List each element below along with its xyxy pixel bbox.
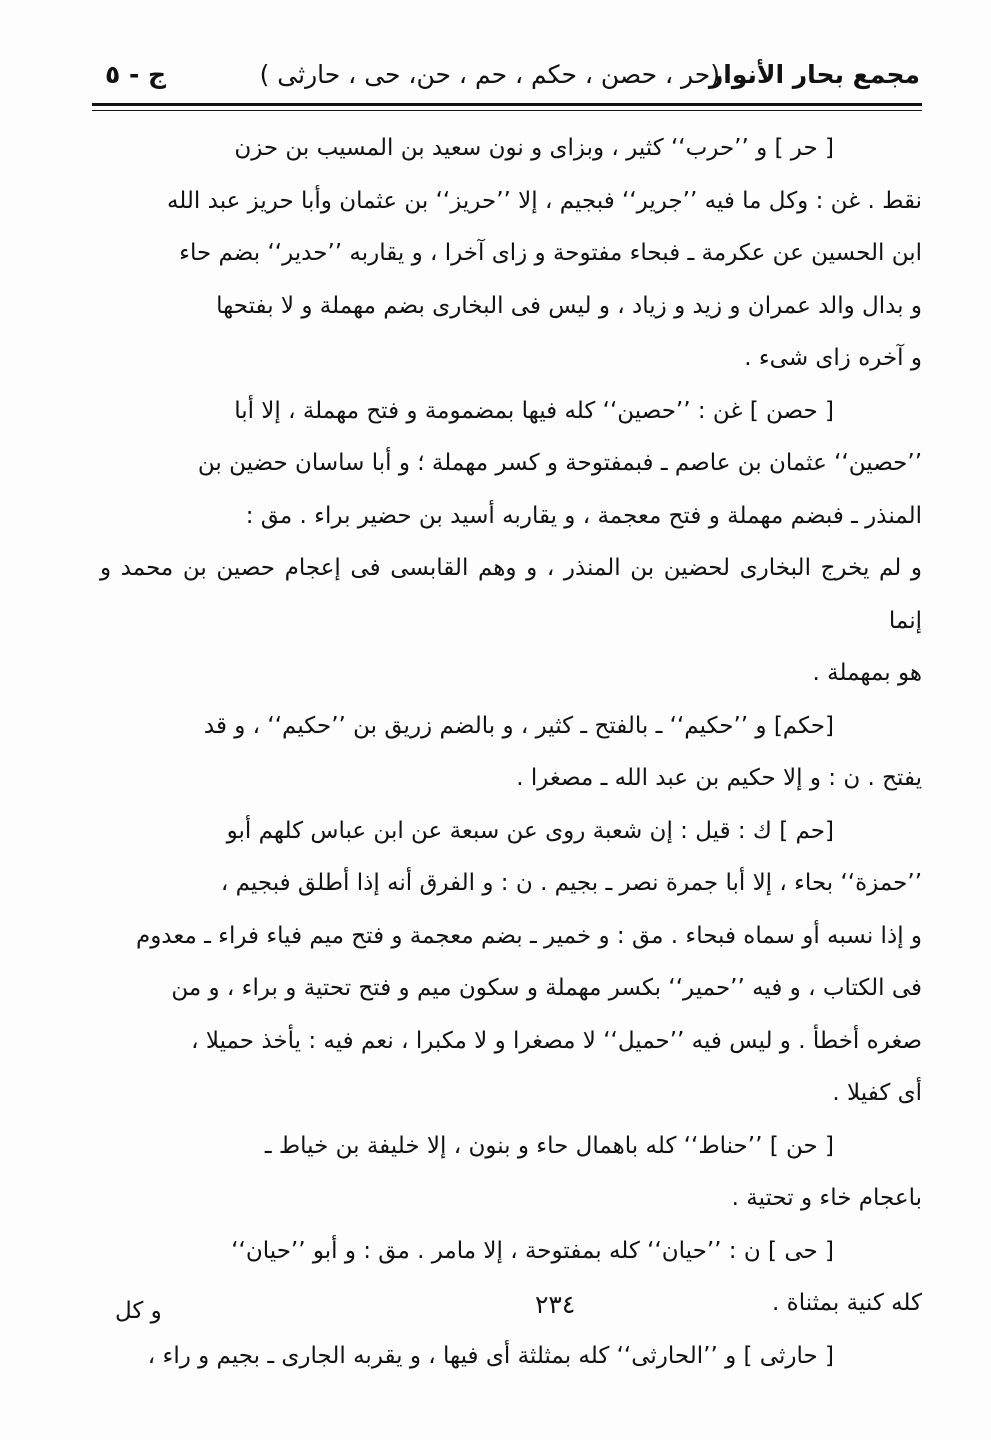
book-title: مجمع بحار الأنوار [708, 60, 920, 89]
page-footer [95, 1290, 915, 1330]
entry [100, 700, 922, 805]
entry-line: يفتح . ن : و إلا حكيم بن عبد الله ـ مصغرا . [516, 765, 922, 791]
header-rule-thin [92, 110, 922, 111]
page-number: ٢٣٤ [535, 1290, 576, 1319]
header-topics: (حر ، حصن ، حكم ، حم ، حن، حى ، حارثى ) [259, 60, 720, 89]
entry-line: ابن الحسين عن عكرمة ـ فبحاء مفتوحة و زاى آخرا ، و يقاربه ’’حدير‘‘ بضم حاء [179, 240, 922, 266]
entry-line: باعجام خاء و تحتية . [731, 1185, 922, 1211]
header-rule-thick [92, 103, 922, 106]
entry-line: و لم يخرج البخارى لحضين بن المنذر ، و وهم القابسى فى إعجام حصين بن محمد و إنما [100, 555, 922, 634]
entry-headline: [ حن ] ’’حناط‘‘ كله باهمال حاء و بنون ، إلا خليفة بن خياط ـ [264, 1132, 834, 1159]
entry [100, 1120, 922, 1225]
catchword: و كل [115, 1298, 162, 1324]
running-header [95, 54, 920, 100]
entry-headline: [ حارثى ] و ’’الحارثى‘‘ كله بمثلثة أى فيها ، و يقربه الجارى ـ بجيم و راء ، [147, 1342, 834, 1369]
entry-line: صغره أخطأ . و ليس فيه ’’حميل‘‘ لا مصغرا و لا مكبرا ، نعم فيه : يأخذ حميلا ، [191, 1027, 922, 1054]
entry [100, 122, 922, 385]
entry-line: و بدال والد عمران و زيد و زياد ، و ليس فى البخارى بضم مهملة و لا بفتحها [216, 292, 922, 319]
entry [100, 1330, 922, 1383]
entry-line: نقط . غن : وكل ما فيه ’’جرير‘‘ فبجيم ، إلا ’’حريز‘‘ بن عثمان وأبا حريز عبد الله [166, 187, 922, 214]
entry-line: ’’حصين‘‘ عثمان بن عاصم ـ فبمفتوحة و كسر مهملة ؛ و أبا ساسان حضين بن [197, 450, 922, 476]
entry-line: و آخره زاى شىء . [744, 345, 922, 371]
entry-headline: [حم ] ك : قيل : إن شعبة روى عن سبعة عن ابن عباس كلهم أبو [226, 817, 834, 844]
entry-headline: [ حر ] و ’’حرب‘‘ كثير ، وبزاى و نون سعيد بن المسيب بن حزن [234, 135, 834, 161]
entry-headline: [ حى ] ن : ’’حيان‘‘ كله بمفتوحة ، إلا مامر . مق : و أبو ’’حيان‘‘ [231, 1237, 834, 1264]
entry [100, 805, 922, 1120]
entry-headline: [حكم] و ’’حكيم‘‘ ـ بالفتح ـ كثير ، و بالضم زريق بن ’’حكيم‘‘ ، و قد [203, 712, 834, 739]
entry-line: هو بمهملة . [812, 660, 922, 686]
entry [100, 385, 922, 700]
main-text [100, 122, 922, 1382]
entry-line: كله كنية بمثناة . [772, 1290, 922, 1316]
entry-line: أى كفيلا . [832, 1080, 922, 1106]
entry-line: المنذر ـ فبضم مهملة و فتح معجمة ، و يقاربه أسيد بن حضير براء . مق : [245, 502, 922, 529]
entry-line: ’’حمزة‘‘ بحاء ، إلا أبا جمرة نصر ـ بجيم . ن : و الفرق أنه إذا أطلق فبجيم ، [220, 870, 922, 896]
entry-line: فى الكتاب ، و فيه ’’حمير‘‘ بكسر مهملة و سكون ميم و فتح تحتية و براء ، و من [171, 975, 922, 1001]
volume-number: ج - ٥ [105, 60, 167, 89]
entry-line: و إذا نسبه أو سماه فبحاء . مق : و خمير ـ بضم معجمة و فتح ميم فياء فراء ـ معدوم [135, 922, 922, 949]
entry-headline: [ حصن ] غن : ’’حصين‘‘ كله فيها بمضمومة و فتح مهملة ، إلا أبا [234, 397, 834, 424]
